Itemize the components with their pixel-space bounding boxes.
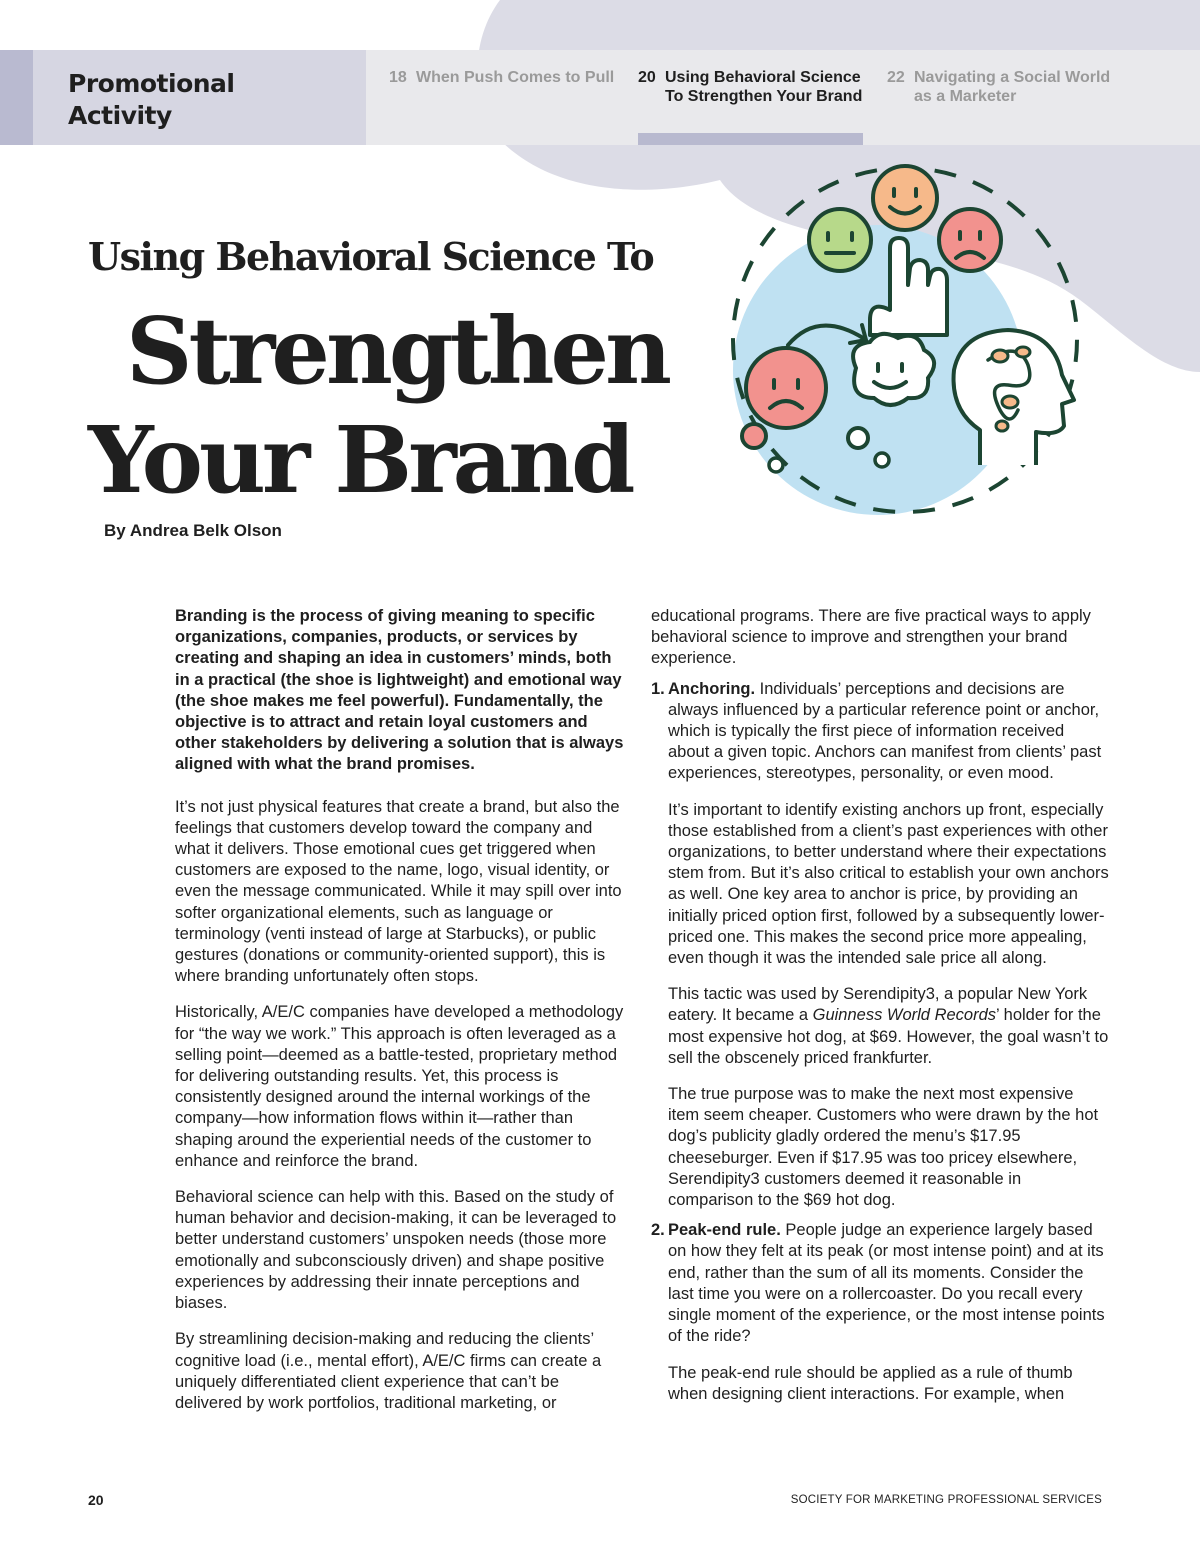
neutral-face-icon (809, 209, 871, 271)
sad-face-icon (939, 209, 1001, 271)
list-term: Anchoring. (668, 679, 756, 698)
body-paragraph: The peak-end rule should be applied as a rule of thumb when designing client interactions. For example, when (668, 1363, 1073, 1403)
happy-face-icon (873, 166, 937, 230)
toc-title: When Push Comes to Pull (416, 69, 615, 86)
body-column-2 (651, 606, 1109, 1405)
list-number: 2. (651, 1221, 665, 1240)
byline: By Andrea Belk Olson (104, 521, 282, 540)
list-item-anchoring (651, 679, 1109, 785)
text-run: This tactic was used by Serendipity3, a popular New York eatery. It became a (668, 985, 1088, 1025)
article-title-line2: Your Brand (88, 406, 632, 514)
intro-paragraph: Branding is the process of giving meaning to specific organizations, companies, products, or services by creating and shaping an idea in customers’ minds, both in a practical (the shoe is lightweight) and emotional way (the shoe makes me feel powerful). Fundamentally, the objective is to attract and retain loyal customers and other stakeholders by delivering a solution that is always aligned with what the brand promises. (175, 607, 624, 774)
body-column-1 (175, 606, 630, 1414)
body-paragraph: It’s not just physical features that create a brand, but also the feelings that customers develop toward the company and what it delivers. Those emotional cues get triggered when customers are exposed to the name, logo, visual identity, or even the message communicated. While it may spill over into softer organizational elements, such as language or terminology (venti instead of large at Starbucks), or public gestures (donations or community-oriented support), this is where branding unfortunately often stops. (175, 797, 622, 986)
body-paragraph: By streamlining decision-making and reducing the clients’ cognitive load (i.e., mental effort), A/E/C firms can create a uniquely differentiated client experience that can’t be delivered by work portfolios, traditional marketing, or (175, 1330, 602, 1412)
header-accent-stripe (0, 50, 33, 145)
body-paragraph: educational programs. There are five practical ways to apply behavioral science to improve and strengthen your brand experience. (651, 607, 1091, 668)
behavioral-science-illustration (718, 160, 1098, 540)
body-paragraph: The true purpose was to make the next most expensive item seem cheaper. Customers who were drawn by the hot dog’s publicity gladly ordered the menu’s $17.95 cheeseburger. Even if $17.95 was too pricey elsewhere, Serendipity3 customers deemed it reasonable in comparison to the $69 hot dog. (668, 1085, 1099, 1210)
italic-title: Guinness World Records (812, 1006, 997, 1025)
toc-title: Navigating a Social World as a Marketer (914, 69, 1111, 105)
toc-page-number: 22 (887, 69, 905, 86)
toc-title: Using Behavioral Science To Strengthen Your Brand (665, 69, 863, 105)
body-paragraph: It’s important to identify existing anchors up front, especially those established from a client’s past experiences with other organizations, to better understand where their expectations stem from. But it’s also critical to establish your own anchors as well. One key area to anchor is price, by providing an initially priced option first, followed by a subsequently lower-priced one. This makes the second price more appealing, even though it was the intended sale price all along. (668, 800, 1109, 968)
body-paragraph (651, 984, 1109, 1069)
article-title-line1: Strengthen (126, 297, 668, 405)
toc-current-indicator (638, 133, 863, 145)
text-run: ’ holder for the most expensive hot dog, at $69. However, the goal wasn’t to sell the obscenely priced frankfurter. (668, 1006, 1109, 1067)
section-title-line1: Promotional (68, 69, 235, 98)
publication-name: SOCIETY FOR MARKETING PROFESSIONAL SERVICES (790, 1494, 1102, 1506)
article-kicker: Using Behavioral Science To (88, 234, 654, 279)
list-item-peak-end-rule (651, 1220, 1109, 1347)
list-term: Peak-end rule. (668, 1221, 781, 1240)
toc-page-number: 20 (638, 69, 656, 86)
list-number: 1. (651, 679, 665, 698)
section-title-line2: Activity (68, 101, 172, 130)
toc-page-number: 18 (389, 69, 407, 86)
body-paragraph: Historically, A/E/C companies have developed a methodology for “the way we work.” This approach is often leveraged as a selling point—deemed as a battle-tested, proprietary method for delivering outstanding results. Yet, this process is consistently designed around the internal workings of the company—how information flows within it—rather than shaping around the experiential needs of the customer to enhance and reinforce the brand. (175, 1003, 624, 1170)
list-text: Individuals’ perceptions and decisions are always influenced by a particular reference point or anchor, which is typically the first piece of information received about a given topic. Anchors can manifest from clients’ past experiences, stereotypes, personality, or even mood. (668, 679, 1102, 783)
body-paragraph: Behavioral science can help with this. Based on the study of human behavior and decision-making, it can be leveraged to better understand customers’ unspoken needs (those more emotionally and subconsciously driven) and shape positive experiences by addressing their innate perceptions and biases. (175, 1188, 617, 1313)
page-number: 20 (88, 1492, 104, 1508)
section-title (68, 68, 348, 132)
list-text: People judge an experience largely based on how they felt at its peak (or most intense point) and at its end, rather than the sum of all its moments. Consider the last time you were on a rollercoaster. Do you recall every single moment of the experience, or the most intense points of the ride? (668, 1221, 1105, 1346)
